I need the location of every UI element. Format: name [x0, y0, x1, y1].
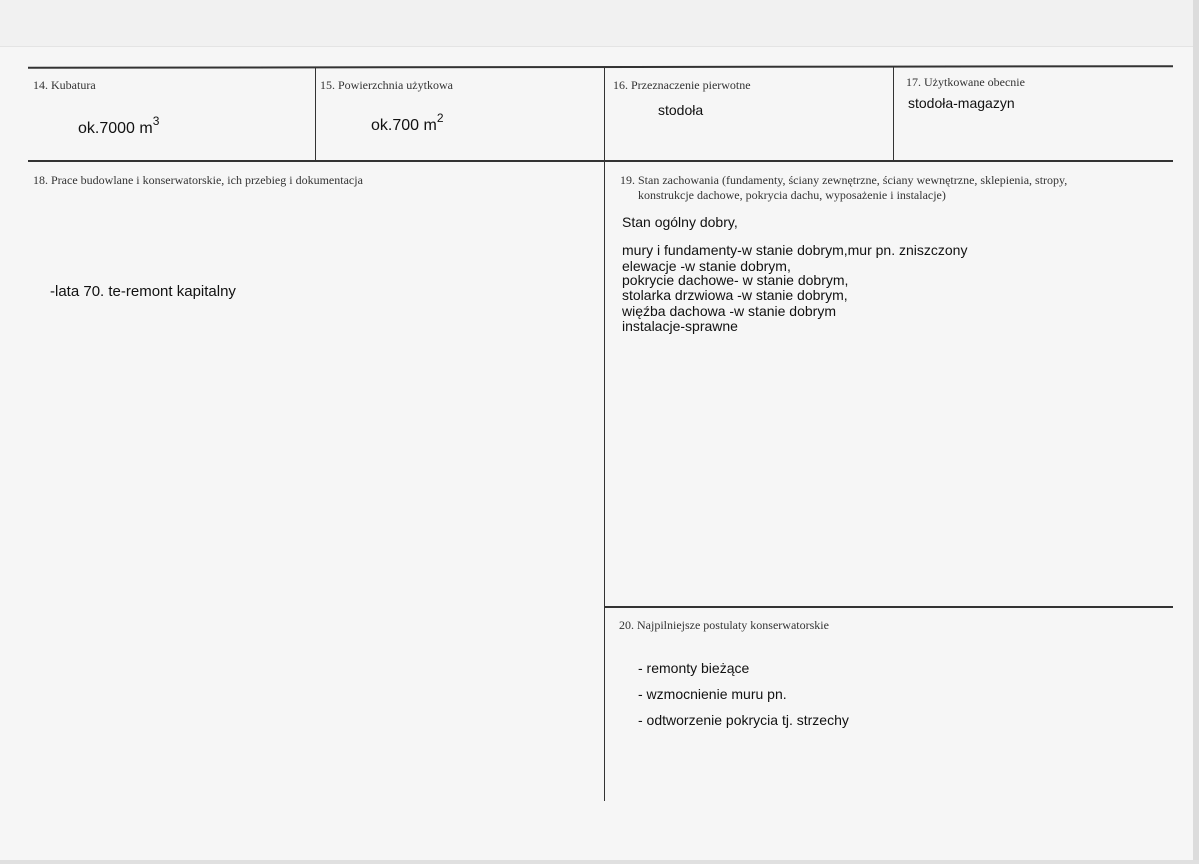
condition-line: mury i fundamenty-w stanie dobrym,mur pn. zniszczony: [622, 242, 968, 258]
row-divider: [28, 160, 1173, 162]
prace-budowlane-value: -lata 70. te-remont kapitalny: [50, 283, 236, 300]
condition-line: więźba dachowa -w stanie dobrym: [622, 303, 836, 319]
uzytkowane-obecnie-label: 17. Użytkowane obecnie: [906, 75, 1025, 89]
uzytkowane-obecnie-value: stodoła-magazyn: [908, 95, 1015, 111]
stan-zachowania-label-line1: 19. Stan zachowania (fundamenty, ściany zewnętrzne, ściany wewnętrzne, sklepienia, stropy,: [620, 173, 1068, 187]
postulat-item: - odtworzenie pokrycia tj. strzechy: [638, 712, 849, 728]
stan-zachowania-label-line2: konstrukcje dachowe, pokrycia dachu, wyposażenie i instalacje): [638, 188, 946, 202]
przeznaczenie-pierwotne-label: 16. Przeznaczenie pierwotne: [613, 78, 751, 92]
column-divider-1: [315, 67, 316, 161]
condition-line: pokrycie dachowe- w stanie dobrym,: [622, 272, 849, 288]
prace-budowlane-label: 18. Prace budowlane i konserwatorskie, ich przebieg i dokumentacja: [33, 173, 363, 187]
top-border: [28, 65, 1173, 69]
column-divider-main: [604, 67, 605, 801]
column-divider-3: [893, 66, 894, 161]
condition-line: elewacje -w stanie dobrym,: [622, 258, 791, 274]
powierzchnia-value-text: ok.700 m: [371, 117, 437, 134]
kubatura-value-text: ok.7000 m: [78, 120, 153, 137]
scan-right-edge: [1193, 0, 1199, 864]
section-20-divider: [605, 606, 1173, 608]
condition-line: stolarka drzwiowa -w stanie dobrym,: [622, 287, 848, 303]
kubatura-unit-exponent: 3: [152, 114, 160, 128]
postulaty-label: 20. Najpilniejsze postulaty konserwatorskie: [619, 618, 829, 632]
powierzchnia-value: [371, 111, 444, 135]
postulat-item: - remonty bieżące: [638, 660, 750, 676]
stan-ogolny: Stan ogólny dobry,: [622, 214, 738, 230]
kubatura-value: [78, 114, 159, 138]
scan-bottom-edge: [0, 860, 1199, 864]
przeznaczenie-pierwotne-value: stodoła: [658, 102, 704, 118]
postulat-item: - wzmocnienie muru pn.: [638, 686, 787, 702]
scan-top-margin: [0, 0, 1199, 47]
powierzchnia-label: 15. Powierzchnia użytkowa: [320, 78, 453, 92]
powierzchnia-unit-exponent: 2: [436, 111, 444, 125]
kubatura-label: 14. Kubatura: [33, 78, 96, 92]
condition-line: instalacje-sprawne: [622, 318, 738, 334]
